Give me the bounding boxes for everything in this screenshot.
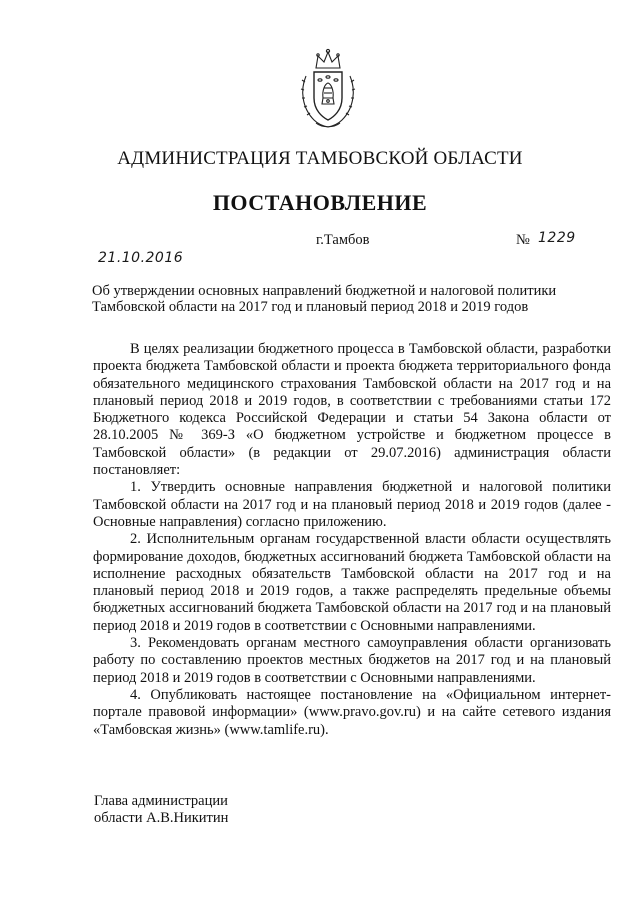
document-date: 21.10.2016 (98, 250, 184, 266)
number-label: № (516, 232, 530, 248)
clause-paragraph: 4. Опубликовать настоящее постановление на «Официальном интернет-портале правовой информации» (www.pravo.gov.ru) и на сайте сетевого издания «Тамбовская жизнь» (www.tamlife.ru). (93, 686, 611, 738)
preamble-paragraph: В целях реализации бюджетного процесса в Тамбовской области, разработки проекта бюджета Тамбовской области и проекта бюджета территориального фонда обязательного медицинского страхования Тамбовской области на 2017 год и на плановый период 2018 и 2019 годов, в соответствии с требованиями статьи 172 Бюджетного кодекса Российской Федерации и статьи 54 Закона области от 28.10.2005 № 369-З «О бюджетном устройстве и бюджетном процессе в Тамбовской области» (в редакции от 29.07.2016) администрация области постановляет: (93, 341, 611, 479)
city-label: г.Тамбов (316, 232, 370, 248)
clause-paragraph: 3. Рекомендовать органам местного самоуправления области организовать работу по составлению проектов местных бюджетов на 2017 год и на плановый период 2018 и 2019 годов в соответствии с Основными направлениями. (93, 635, 611, 686)
document-subject: Об утверждении основных направлений бюджетной и налоговой политики Тамбовской области на 2017 год и плановый период 2018 и 2019 годов (92, 283, 557, 315)
clause-paragraph: 2. Исполнительным органам государственной власти области осуществлять формирование доходов, бюджетных ассигнований бюджета Тамбовской области на исполнение расходных обязательств Тамбовской области на 2017 год и на плановый период 2018 и 2019 годов, а также распределять предельные объемы бюджетных ассигнований бюджета Тамбовской области на 2017 год и на плановый период 2018 и 2019 годов в соответствии с Основными направлениями. (93, 531, 611, 634)
signature-name: области А.В.Никитин (94, 810, 229, 826)
document-type-title: ПОСТАНОВЛЕНИЕ (212, 190, 428, 215)
document-number: 1229 (538, 230, 576, 246)
clause-paragraph: 1. Утвердить основные направления бюджетной и налоговой политики Тамбовской области на 2017 год и на плановый период 2018 и 2019 годов (далее - Основные направления) согласно приложению. (93, 479, 611, 530)
document-body (93, 341, 611, 739)
agency-title: АДМИНИСТРАЦИЯ ТАМБОВСКОЙ ОБЛАСТИ (117, 148, 523, 169)
signature-block (94, 793, 228, 827)
tambov-coat-of-arms-icon (296, 46, 360, 130)
signature-title: Глава администрации (94, 793, 228, 809)
